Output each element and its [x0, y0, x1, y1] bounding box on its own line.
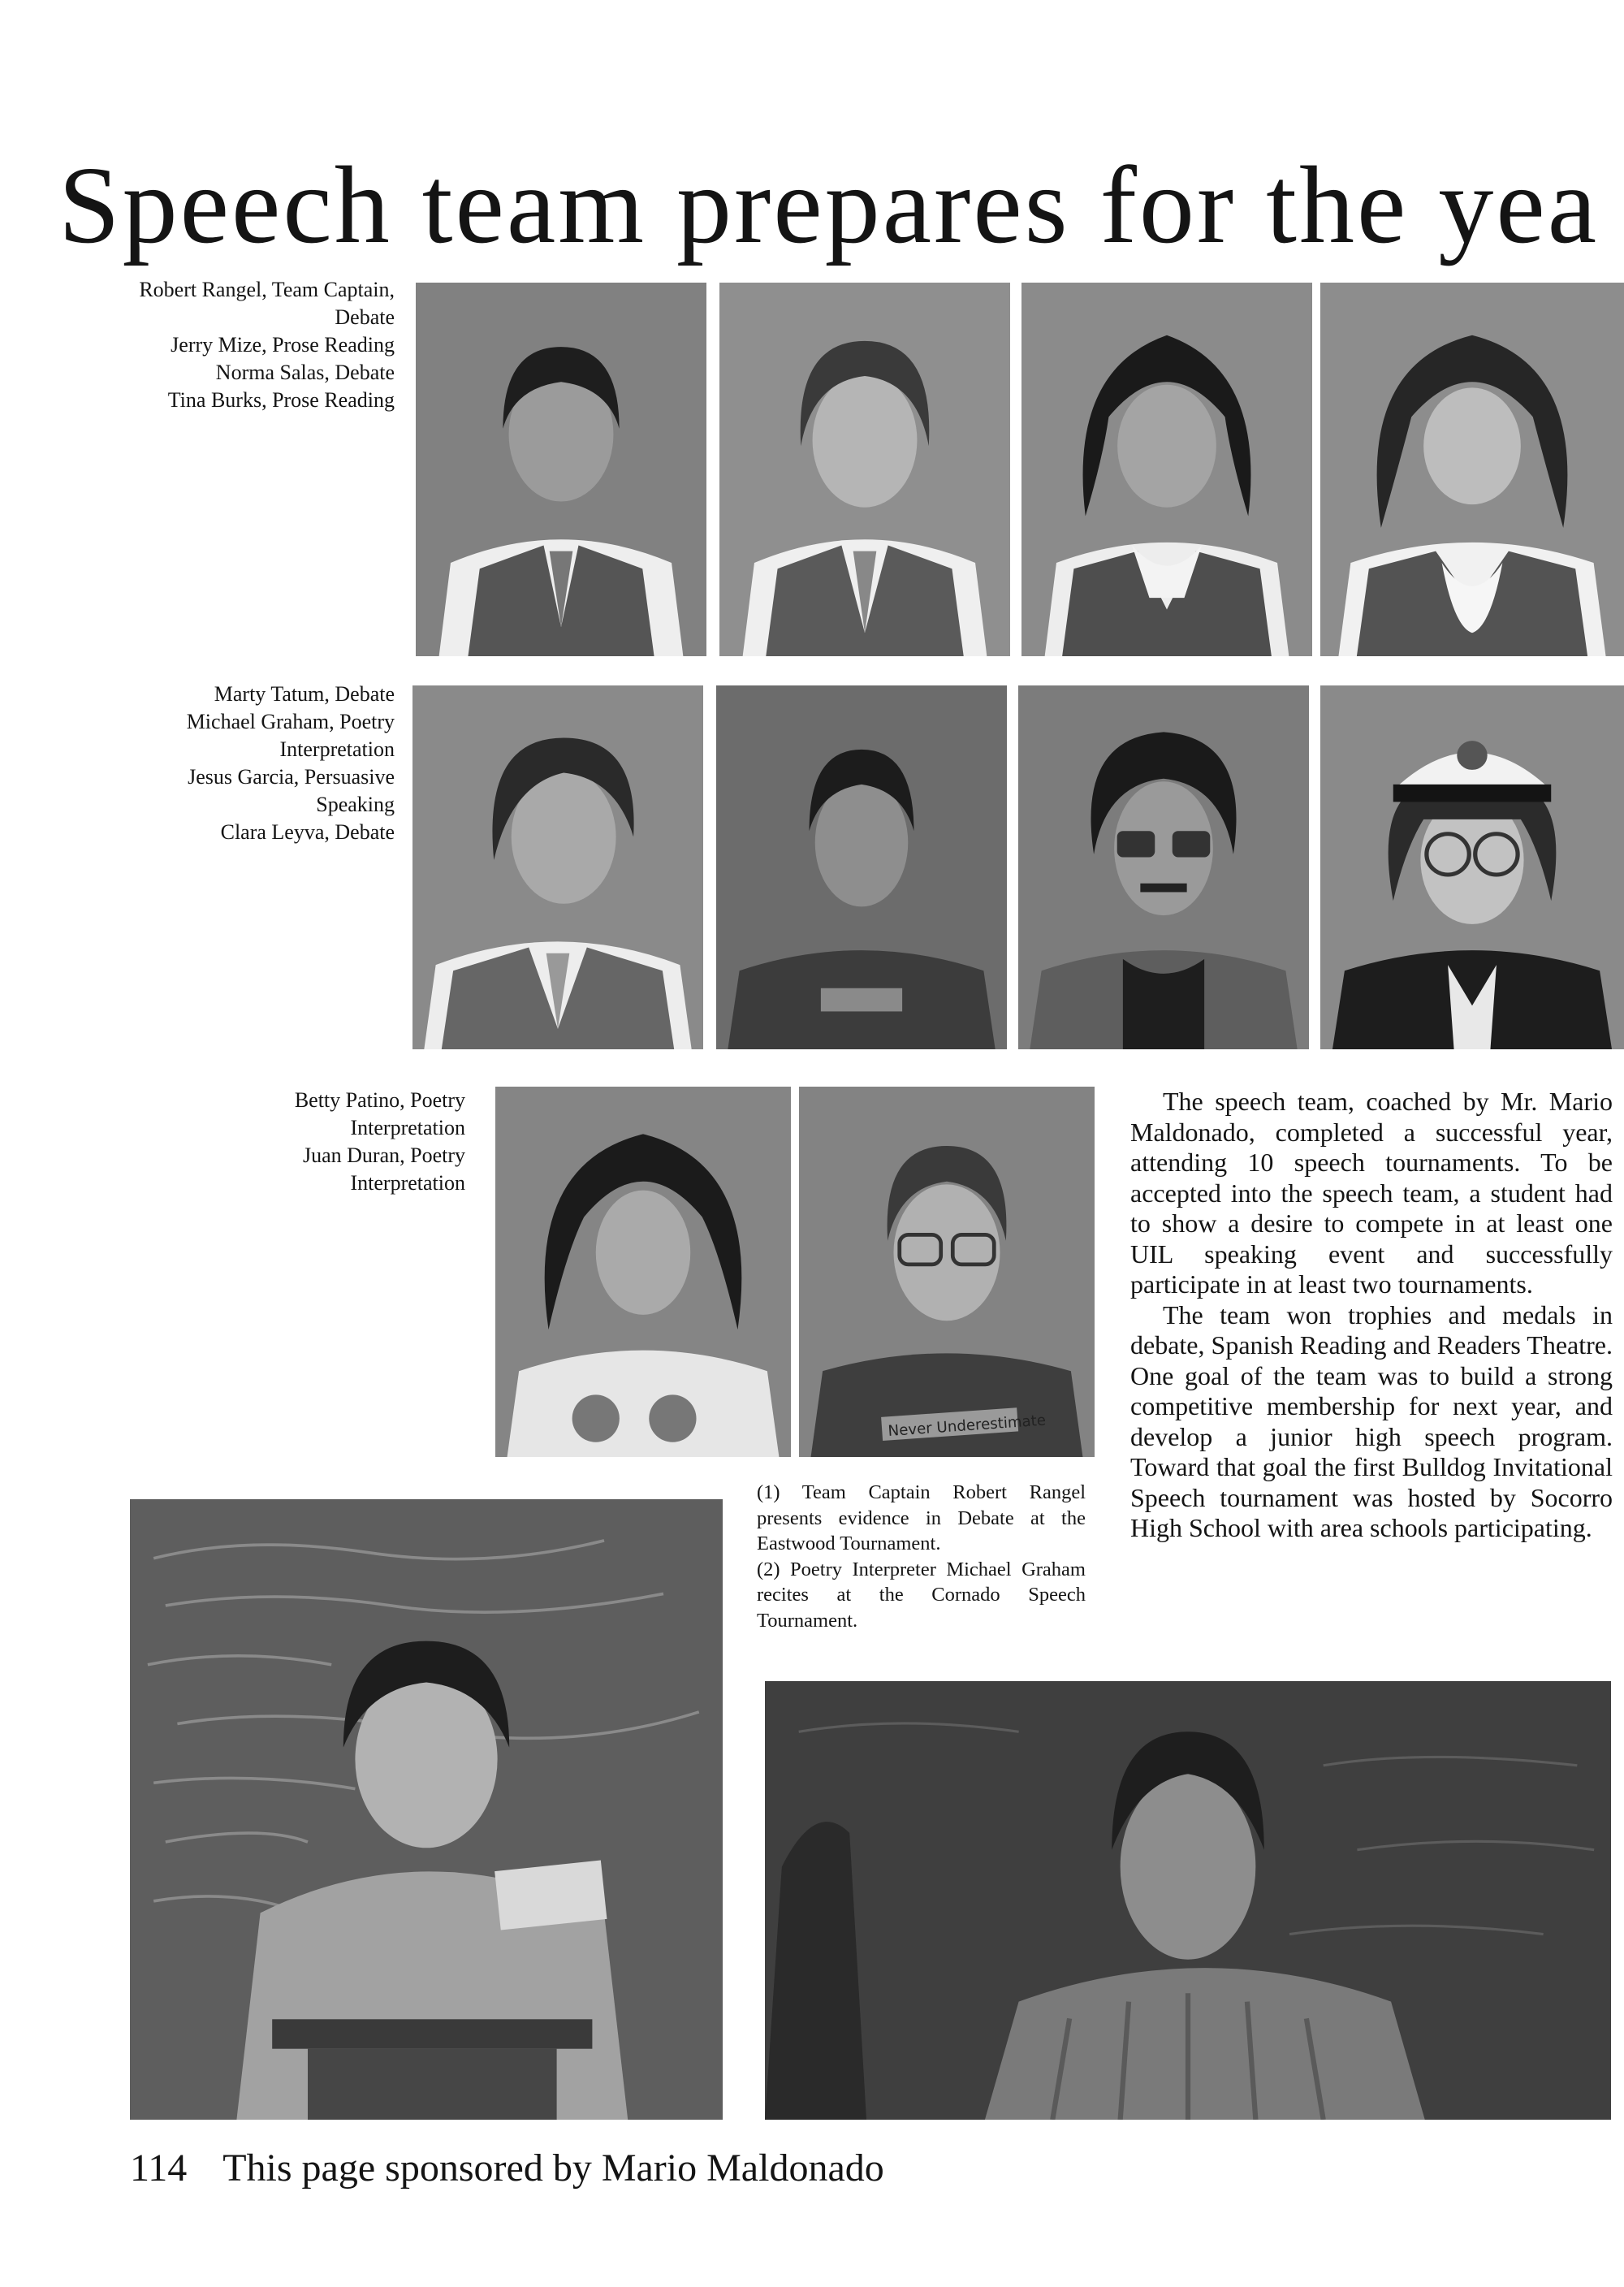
portrait-caption-row-2	[32, 681, 395, 846]
caption-line: Debate	[335, 305, 395, 329]
portrait-norma-salas	[1021, 283, 1312, 656]
caption-line: Interpretation	[350, 1171, 465, 1195]
shirt-print-text: Never Underestimate	[887, 1412, 1047, 1441]
portrait-clara-leyva	[1320, 685, 1624, 1049]
caption-line: Juan Duran, Poetry	[302, 1144, 465, 1167]
photo-michael-graham-poetry	[765, 1681, 1611, 2120]
portrait-jesus-garcia	[1018, 685, 1309, 1049]
article-paragraph: The speech team, coached by Mr. Mario Maldonado, completed a successful year, attending 10 speech tournaments. To be accepted into the speech team, a student had to show a desire to compete in at least one UIL speaking event and successfully participate in at least two tournaments.	[1130, 1087, 1613, 1299]
caption-line: Norma Salas, Debate	[215, 361, 395, 384]
page-footer	[130, 2144, 884, 2193]
caption-line: Jesus Garcia, Persuasive	[188, 765, 395, 789]
caption-line: Michael Graham, Poetry	[186, 710, 395, 733]
portrait-caption-row-1	[32, 276, 395, 414]
caption-line: Marty Tatum, Debate	[214, 682, 395, 706]
photo-robert-rangel-debate	[130, 1499, 723, 2120]
photo-caption	[757, 1480, 1086, 1633]
portrait-jerry-mize	[719, 283, 1010, 656]
portrait-betty-patino	[495, 1087, 791, 1457]
page-headline: Speech team prepares for the yea	[58, 145, 1600, 266]
page-number: 114	[130, 2146, 188, 2190]
portrait-tina-burks	[1320, 283, 1624, 656]
caption-line: Tina Burks, Prose Reading	[167, 388, 395, 412]
portrait-juan-duran	[799, 1087, 1095, 1457]
caption-line: Robert Rangel, Team Captain,	[139, 278, 395, 301]
caption-line: Clara Leyva, Debate	[220, 820, 395, 844]
caption-line: Interpretation	[350, 1116, 465, 1139]
caption-line: Interpretation	[279, 737, 395, 761]
article-body	[1130, 1087, 1613, 1544]
article-paragraph: The team won trophies and medals in debate, Spanish Reading and Readers Theatre. One goal of the team was to build a strong competitive membership for next year, and develop a junior high speech program. Toward that goal the first Bulldog Invitational Speech tournament was hosted by Socorro High School with area schools participating.	[1130, 1299, 1613, 1542]
portrait-michael-graham	[716, 685, 1007, 1049]
photo-caption-2: (2) Poetry Interpreter Michael Graham recites at the Cornado Speech Tournament.	[757, 1558, 1086, 1632]
portrait-caption-row-3	[162, 1087, 465, 1197]
portrait-marty-tatum	[412, 685, 703, 1049]
portrait-robert-rangel	[416, 283, 706, 656]
caption-line: Speaking	[316, 793, 395, 816]
sponsor-line: This page sponsored by Mario Maldonado	[222, 2146, 884, 2190]
caption-line: Betty Patino, Poetry	[294, 1088, 465, 1112]
photo-caption-1: (1) Team Captain Robert Rangel presents evidence in Debate at the Eastwood Tournament.	[757, 1481, 1086, 1554]
caption-line: Jerry Mize, Prose Reading	[171, 333, 395, 357]
